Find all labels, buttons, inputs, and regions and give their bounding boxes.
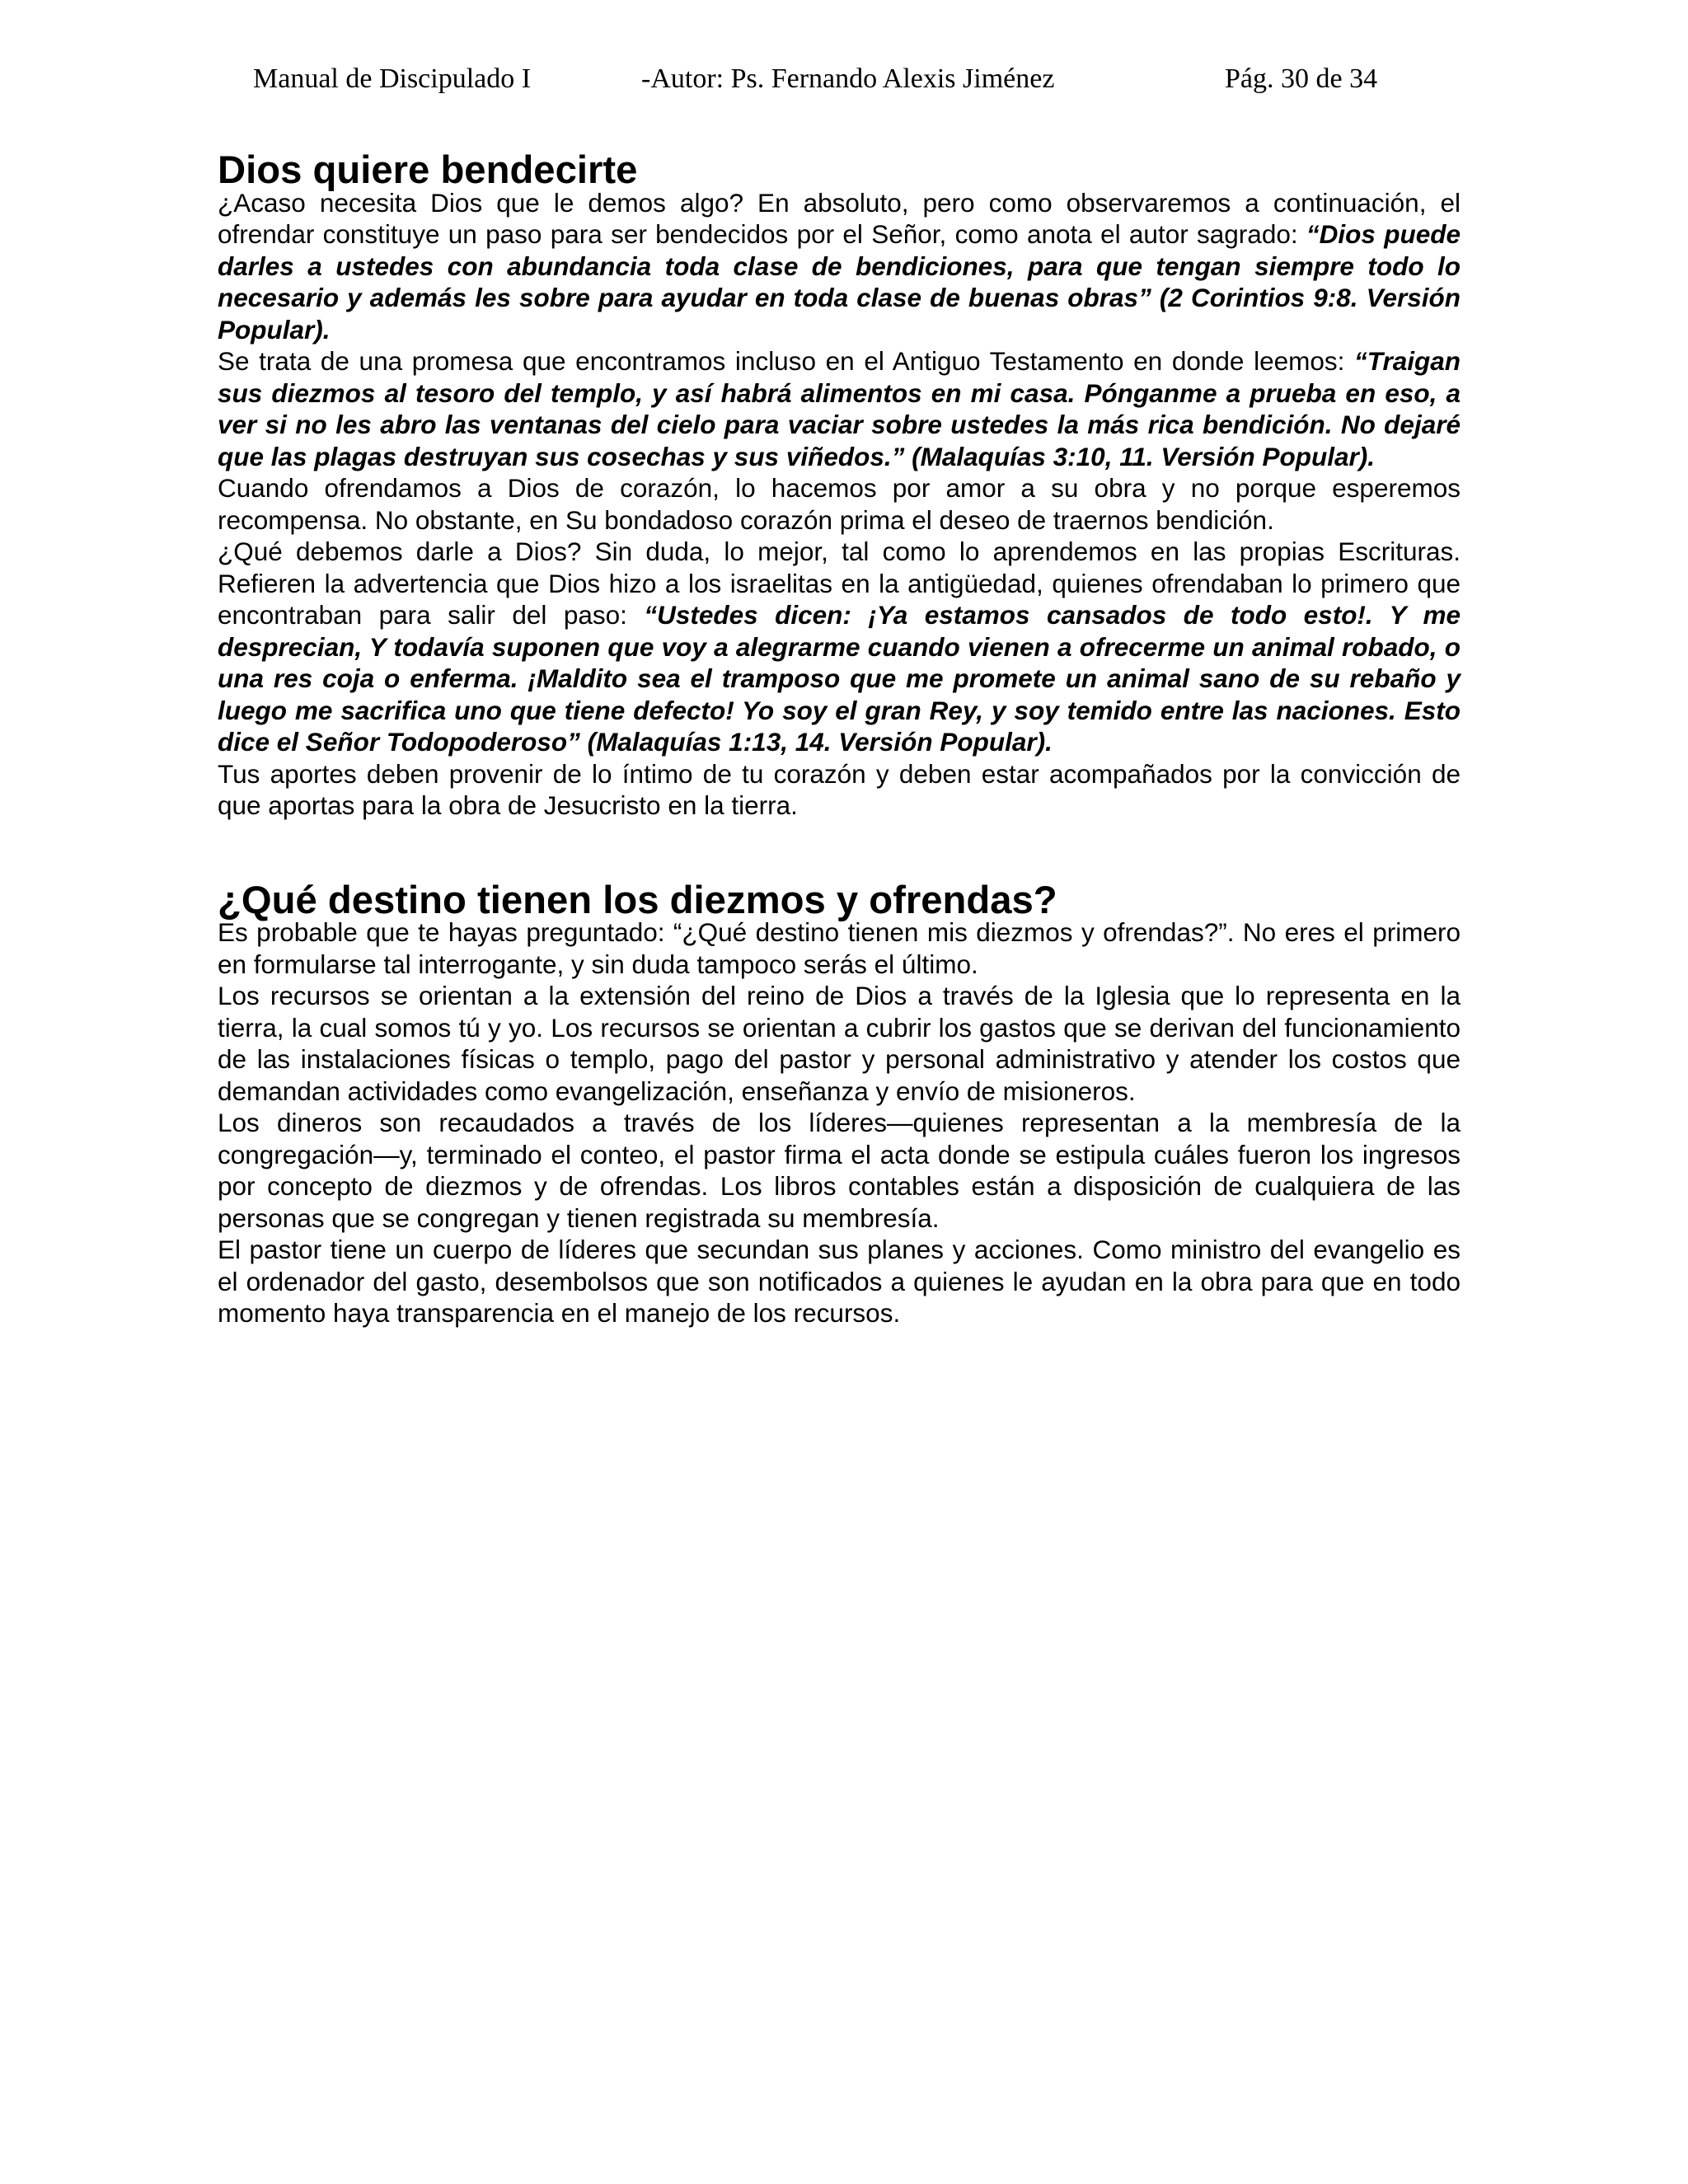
paragraph <box>218 536 1461 758</box>
scripture-quote: “Dios puede darles a ustedes con abundancia toda clase de bendiciones, para que tengan siempre todo lo necesario y además les sobre para ayudar en toda clase de buenas obras” (2 Corintios 9:8. Versión Popular). <box>218 219 1461 344</box>
paragraph: Cuando ofrendamos a Dios de corazón, lo hacemos por amor a su obra y no porque esperemos recompensa. No obstante, en Su bondadoso corazón prima el deseo de traernos bendición. <box>218 473 1461 535</box>
paragraph-text: ¿Acaso necesita Dios que le demos algo? En absoluto, pero como observaremos a continuación, el ofrendar constituye un paso para ser bendecidos por el Señor, como anota el autor sagrado: <box>218 187 1461 249</box>
page-content <box>218 148 1461 1329</box>
paragraph: Los dineros son recaudados a través de los líderes—quienes representan a la membresía de la congregación—y, terminado el conteo, el pastor firma el acta donde se estipula cuáles fueron los ingresos por concepto de diezmos y de ofrendas. Los libros contables están a disposición de cualquiera de las personas que se congregan y tienen registrada su membresía. <box>218 1108 1461 1233</box>
section-heading-bendecirte: Dios quiere bendecirte <box>218 148 638 192</box>
paragraph: Tus aportes deben provenir de lo íntimo de tu corazón y deben estar acompañados por la convicción de que aportas para la obra de Jesucristo en la tierra. <box>218 758 1461 820</box>
header-page-number: Pág. 30 de 34 <box>1225 63 1378 94</box>
header-title: Manual de Discipulado I <box>253 63 532 94</box>
paragraph: Los recursos se orientan a la extensión del reino de Dios a través de la Iglesia que lo representa en la tierra, la cual somos tú y yo. Los recursos se orientan a cubrir los gastos que se derivan del funcionamiento de las instalaciones físicas o templo, pago del pastor y personal administrativo y atender los costos que demandan actividades como evangelización, enseñanza y envío de misioneros. <box>218 981 1461 1106</box>
paragraph <box>218 345 1461 472</box>
header-author: -Autor: Ps. Fernando Alexis Jiménez <box>641 63 1055 94</box>
scripture-quote: “Traigan sus diezmos al tesoro del templo, y así habrá alimentos en mi casa. Pónganme a prueba en eso, a ver si no les abro las ventanas del cielo para vaciar sobre ustedes la más rica bendición. No dejaré que las plagas destruyan sus cosechas y sus viñedos.” (Malaquías 3:10, 11. Versión Popular). <box>218 346 1461 471</box>
scripture-quote: “Ustedes dicen: ¡Ya estamos cansados de todo esto!. Y me desprecian, Y todavía suponen que voy a alegrarme cuando vienen a ofrecerme un animal robado, o una res coja o enferma. ¡Maldito sea el tramposo que me promete un animal sano de su rebaño y luego me sacrifica uno que tiene defecto! Yo soy el gran Rey, y soy temido entre las naciones. Esto dice el Señor Todopoderoso” (Malaquías 1:13, 14. Versión Popular). <box>218 600 1461 757</box>
paragraph-text: Se trata de una promesa que encontramos incluso en el Antiguo Testamento en donde leemos: <box>218 346 1355 376</box>
paragraph-text: ¿Qué debemos darle a Dios? Sin duda, lo mejor, tal como lo aprendemos en las propias Escrituras. Refieren la advertencia que Dios hizo a los israelitas en la antigüedad, quienes ofrendaban lo primero que encontraban para salir del paso: <box>218 537 1461 630</box>
paragraph: Es probable que te hayas preguntado: “¿Qué destino tienen mis diezmos y ofrendas?”. No eres el primero en formularse tal interrogante, y sin duda tampoco serás el último. <box>218 917 1461 979</box>
paragraph: El pastor tiene un cuerpo de líderes que secundan sus planes y acciones. Como ministro del evangelio es el ordenador del gasto, desembolsos que son notificados a quienes le ayudan en la obra para que en todo momento haya transparencia en el manejo de los recursos. <box>218 1235 1461 1328</box>
page-header <box>0 54 1688 104</box>
section-heading-destino: ¿Qué destino tienen los diezmos y ofrendas? <box>218 878 1057 922</box>
paragraph <box>218 187 1461 346</box>
